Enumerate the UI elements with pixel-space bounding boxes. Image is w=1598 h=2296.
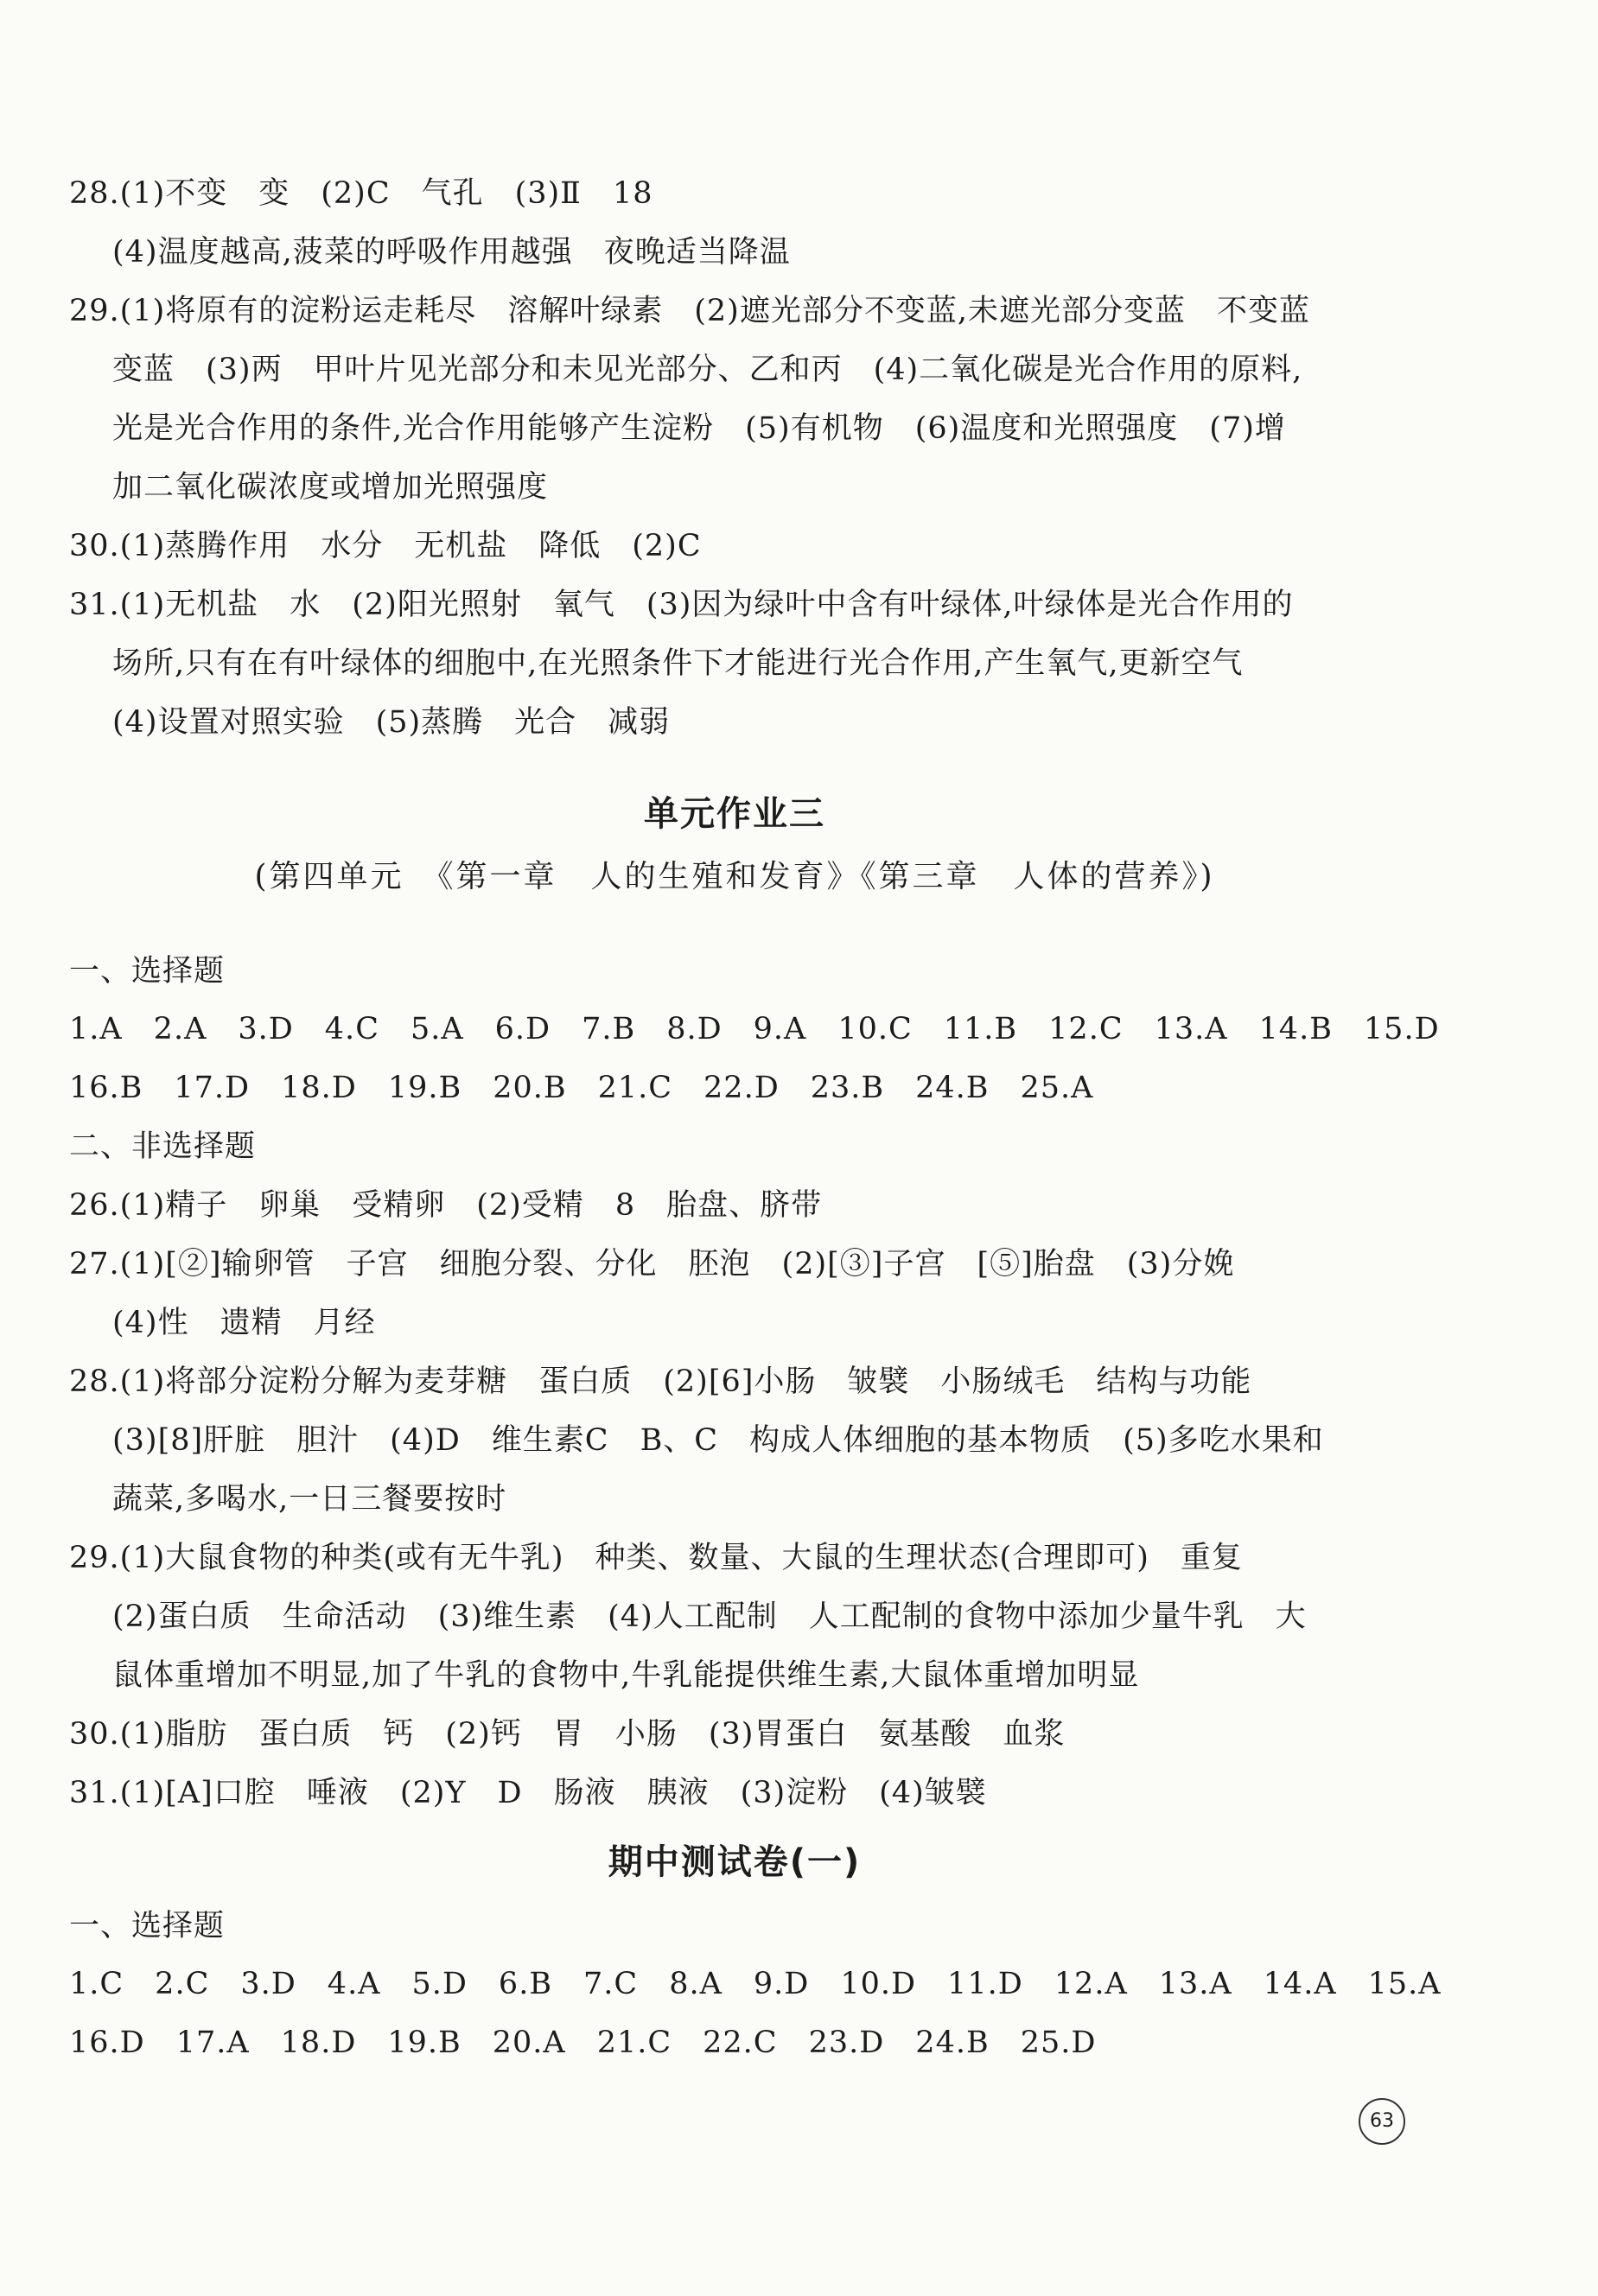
answer-30: 30.(1)脂肪 蛋白质 钙 (2)钙 胃 小肠 (3)胃蛋白 氨基酸 血浆 (69, 1717, 1066, 1752)
answer-31-cont: 场所,只有在有叶绿体的细胞中,在光照条件下才能进行光合作用,产生氧气,更新空气 (112, 646, 1244, 681)
answer-29: 29.(1)大鼠食物的种类(或有无牛乳) 种类、数量、大鼠的生理状态(合理即可) 重复 (69, 1541, 1243, 1575)
section-heading-choice: 一、选择题 (69, 1909, 226, 1943)
answer-27: 27.(1)[②]输卵管 子宫 细胞分裂、分化 胚泡 (2)[③]子宫 [⑤]胎盘 (3)分娩 (69, 1247, 1235, 1282)
page-number: 63 (1359, 2098, 1405, 2145)
answer-30: 30.(1)蒸腾作用 水分 无机盐 降低 (2)C (69, 529, 702, 563)
answer-29-cont: 鼠体重增加不明显,加了牛乳的食物中,牛乳能提供维生素,大鼠体重增加明显 (112, 1658, 1140, 1693)
answer-29-cont: 加二氧化碳浓度或增加光照强度 (112, 470, 549, 505)
answer-28: 28.(1)将部分淀粉分解为麦芽糖 蛋白质 (2)[6]小肠 皱襞 小肠绒毛 结构与功能 (69, 1364, 1252, 1399)
answer-28-cont: (3)[8]肝脏 胆汁 (4)D 维生素C B、C 构成人体细胞的基本物质 (5)多吃水果和 (112, 1423, 1324, 1458)
answer-31-cont: (4)设置对照实验 (5)蒸腾 光合 减弱 (112, 705, 671, 740)
section-heading-choice: 一、选择题 (69, 954, 226, 989)
choice-answers-row: 16.B 17.D 18.D 19.B 20.B 21.C 22.D 23.B 24.B 25.A (69, 1071, 1094, 1105)
answer-29-cont: (2)蛋白质 生命活动 (3)维生素 (4)人工配制 人工配制的食物中添加少量牛乳 大 (112, 1600, 1307, 1634)
section-subtitle: (第四单元 《第一章 人的生殖和发育》《第三章 人体的营养》) (254, 859, 1215, 894)
answer-28-cont: (4)温度越高,菠菜的呼吸作用越强 夜晚适当降温 (112, 235, 791, 270)
section-title-midterm-test-1: 期中测试卷(一) (608, 1842, 862, 1882)
answer-28-cont: 蔬菜,多喝水,一日三餐要按时 (112, 1482, 507, 1517)
answer-28: 28.(1)不变 变 (2)C 气孔 (3)Ⅱ 18 (69, 176, 653, 211)
choice-answers-row: 1.A 2.A 3.D 4.C 5.A 6.D 7.B 8.D 9.A 10.C 11.B 12.C 13.A 14.B 15.D (69, 1012, 1440, 1046)
section-heading-non-choice: 二、非选择题 (69, 1129, 257, 1164)
answer-31: 31.(1)无机盐 水 (2)阳光照射 氧气 (3)因为绿叶中含有叶绿体,叶绿体是光合作用的 (69, 588, 1294, 622)
choice-answers-row: 1.C 2.C 3.D 4.A 5.D 6.B 7.C 8.A 9.D 10.D 11.D 12.A 13.A 14.A 15.A (69, 1967, 1442, 2001)
answer-29-cont: 变蓝 (3)两 甲叶片见光部分和未见光部分、乙和丙 (4)二氧化碳是光合作用的原料, (112, 353, 1303, 387)
answer-26: 26.(1)精子 卵巢 受精卵 (2)受精 8 胎盘、脐带 (69, 1188, 823, 1223)
answer-27-cont: (4)性 遗精 月经 (112, 1306, 376, 1340)
answer-31: 31.(1)[A]口腔 唾液 (2)Y D 肠液 胰液 (3)淀粉 (4)皱襞 (69, 1776, 987, 1810)
answer-29-cont: 光是光合作用的条件,光合作用能够产生淀粉 (5)有机物 (6)温度和光照强度 (7)增 (112, 411, 1286, 446)
answer-29: 29.(1)将原有的淀粉运走耗尽 溶解叶绿素 (2)遮光部分不变蓝,未遮光部分变蓝 不变蓝 (69, 294, 1310, 328)
choice-answers-row: 16.D 17.A 18.D 19.B 20.A 21.C 22.C 23.D 24.B 25.D (69, 2026, 1097, 2060)
section-title-unit-homework-3: 单元作业三 (644, 794, 825, 834)
